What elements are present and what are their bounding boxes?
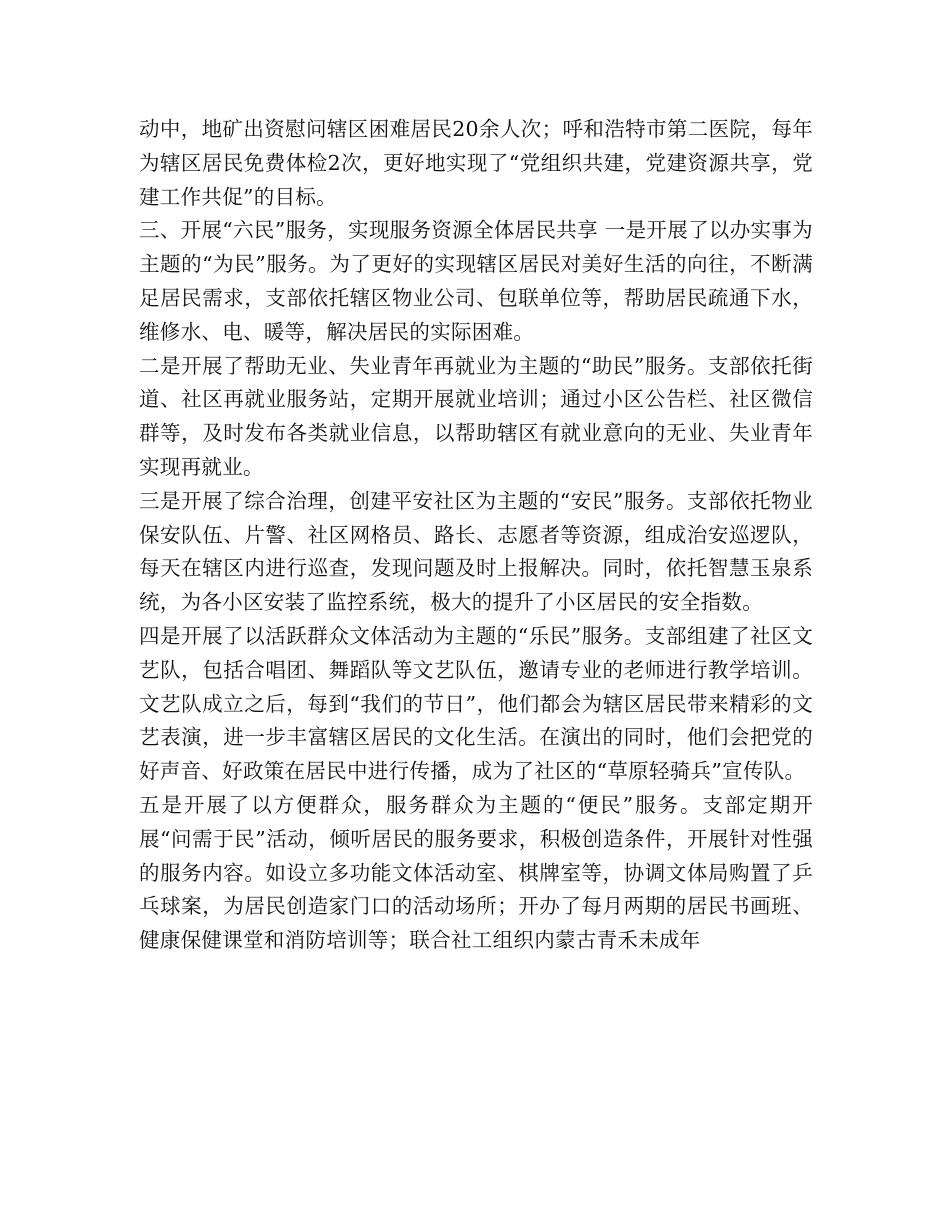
paragraph-4: 三是开展了综合治理，创建平安社区为主题的“安民”服务。支部依托物业保安队伍、片警、社区网格员、路长、志愿者等资源，组成治安巡逻队，每天在辖区内进行巡查，发现问题及时上报解决。同时，依托智慧玉泉系统，为各小区安装了监控系统，极大的提升了小区居民的安全指数。: [139, 488, 813, 615]
paragraph-3: 二是开展了帮助无业、失业青年再就业为主题的“助民”服务。支部依托街道、社区再就业服务站，定期开展就业培训；通过小区公告栏、社区微信群等，及时发布各类就业信息，以帮助辖区有就业意向的无业、失业青年实现再就业。: [139, 353, 813, 479]
document-body: [139, 113, 813, 958]
paragraph-2: 三、开展“六民”服务，实现服务资源全体居民共享 一是开展了以办实事为主题的“为民”服务。为了更好的实现辖区居民对美好生活的向往，不断满足居民需求，支部依托辖区物业公司、包联单位等，帮助居民疏通下水，维修水、电、暖等，解决居民的实际困难。: [139, 218, 813, 344]
paragraph-5: 四是开展了以活跃群众文体活动为主题的“乐民”服务。支部组建了社区文艺队，包括合唱团、舞蹈队等文艺队伍，邀请专业的老师进行教学培训。文艺队成立之后，每到“我们的节日”，他们都会为辖区居民带来精彩的文艺表演，进一步丰富辖区居民的文化生活。在演出的同时，他们会把党的好声音、好政策在居民中进行传播，成为了社区的“草原轻骑兵”宣传队。: [139, 623, 813, 784]
paragraph-6: 五是开展了以方便群众，服务群众为主题的“便民”服务。支部定期开展“问需于民”活动，倾听居民的服务要求，积极创造条件，开展针对性强的服务内容。如设立多功能文体活动室、棋牌室等，协调文体局购置了乒乓球案，为居民创造家门口的活动场所；开办了每月两期的居民书画班、健康保健课堂和消防培训等；联合社工组织内蒙古青禾未成年: [139, 792, 813, 953]
paragraph-1: 动中，地矿出资慰问辖区困难居民20余人次；呼和浩特市第二医院，每年为辖区居民免费体检2次，更好地实现了“党组织共建，党建资源共享，党建工作共促”的目标。: [139, 117, 813, 209]
